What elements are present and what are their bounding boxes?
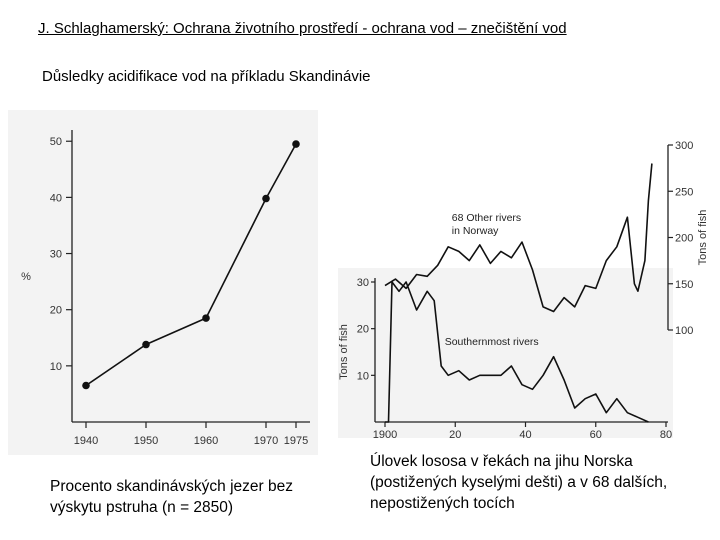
southernmost-rivers-label: Southernmost rivers [444,336,539,348]
y-tick-label: 40 [49,192,62,205]
left-y-axis-label: Tons of fish [338,324,350,380]
y-tick-label: 30 [49,248,62,261]
right-y-tick-label: 100 [675,325,694,337]
right-y-tick-label: 300 [675,140,694,152]
x-tick-label: 1950 [133,435,159,447]
chart-background [8,110,318,455]
x-tick-label: 40 [519,429,532,441]
x-tick-label: 20 [449,429,462,441]
left-chart-caption: Procento skandinávských jezer bez výskytu pstruha (n = 2850) [50,478,293,516]
data-point [82,382,90,390]
data-point [262,195,270,203]
right-y-axis-label: Tons of fish [697,209,709,266]
x-tick-label: 80 [659,429,673,441]
right-y-tick-label: 150 [675,278,694,291]
salmon-catch-chart [338,130,709,441]
data-point [142,341,150,349]
y-tick-label: 50 [49,136,62,149]
x-tick-label: 60 [589,429,602,441]
y-axis-label: % [21,271,31,283]
slide-subtitle: Důsledky acidifikace vod na příkladu Skandinávie [42,68,371,85]
left-y-tick-label: 20 [356,323,369,336]
x-tick-label: 1960 [193,435,219,447]
data-point [202,314,210,322]
y-tick-label: 10 [49,360,62,373]
right-chart-caption: Úlovek lososa v řekách na jihu Norska (postižených kyselými dešti) a v 68 dalších, nepostižených tocích [370,453,668,512]
right-y-tick-label: 250 [675,186,694,199]
x-tick-label: 1940 [73,435,99,447]
right-y-tick-label: 200 [675,232,694,245]
x-tick-label: 1975 [283,435,309,447]
x-tick-label: 1970 [253,435,279,447]
lakes-without-trout-chart [8,110,318,455]
other-rivers-label: 68 Other rivers in Norway [451,211,522,237]
x-tick-label: 1900 [372,429,398,441]
data-point [292,140,300,148]
left-y-tick-label: 10 [356,370,369,383]
left-y-tick-label: 30 [356,277,369,289]
page-header-title: J. Schlaghamerský: Ochrana životního prostředí - ochrana vod – znečištění vod [38,20,567,37]
y-tick-label: 20 [49,304,62,317]
